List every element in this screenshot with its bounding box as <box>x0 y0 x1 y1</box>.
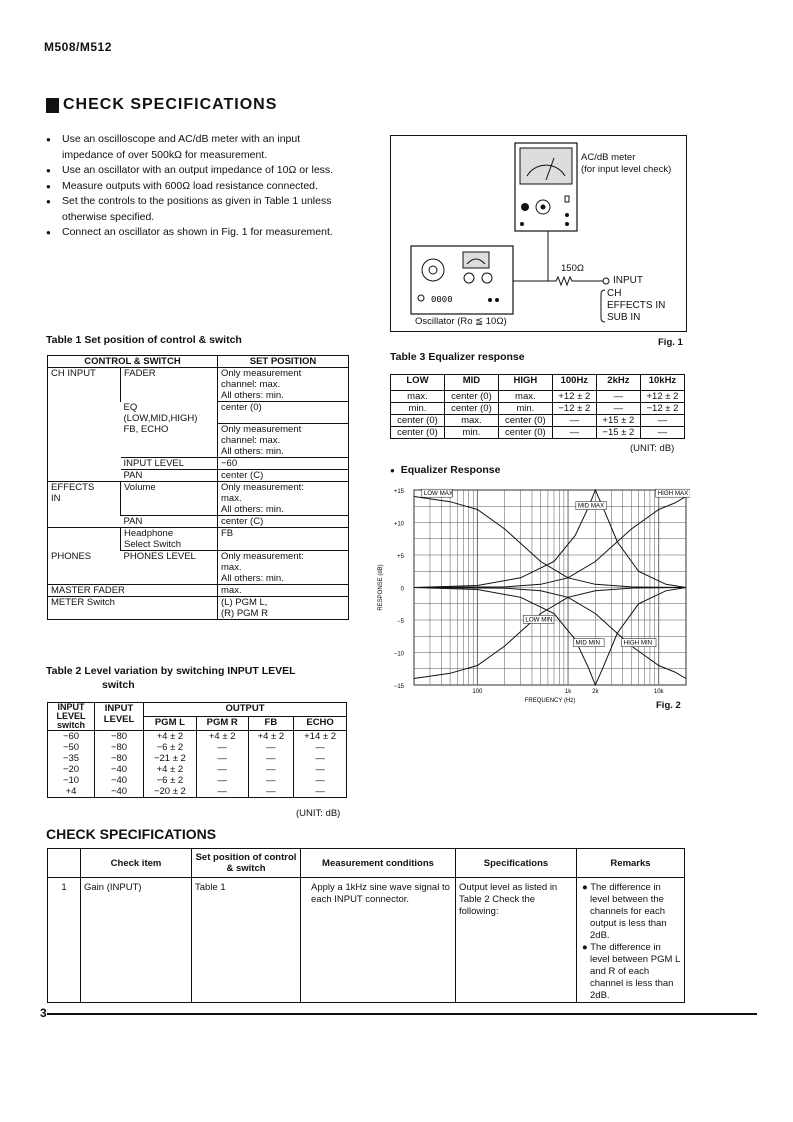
t1-meter-pos <box>218 597 349 620</box>
t3-h: HIGH <box>498 375 552 391</box>
t1-fb-echo: FB, ECHO <box>123 423 169 435</box>
y-tick-label: +5 <box>397 554 404 560</box>
x-tick-label: 2k <box>592 689 599 695</box>
t2-cell: — <box>294 742 347 753</box>
t1-text: IN <box>51 493 61 504</box>
y-tick-label: −10 <box>393 651 404 658</box>
section-title: CHECK SPECIFICATIONS <box>46 826 217 842</box>
t3-cell: +15 ± 2 <box>596 415 640 427</box>
document-header: M508/M512 <box>44 40 112 54</box>
t1-eq-pos: center (0) <box>218 402 349 424</box>
title-square-icon <box>46 98 59 113</box>
instruction-list <box>46 132 348 241</box>
t1-phones-level: PHONES LEVEL <box>121 551 218 585</box>
page-title <box>46 96 277 114</box>
t1-headphone <box>121 528 218 551</box>
t2-cell: −80 <box>95 731 144 743</box>
t1-fb-pos <box>218 424 349 458</box>
t2-cell: −40 <box>95 775 144 786</box>
t2-cell: — <box>196 786 248 798</box>
table1-header-position: SET POSITION <box>218 356 349 368</box>
t2-cell: — <box>294 753 347 764</box>
t3-cell: center (0) <box>391 415 445 427</box>
t2-cell: −6 ± 2 <box>144 775 197 786</box>
t2-cell: — <box>248 775 294 786</box>
eq-chart <box>370 484 690 709</box>
x-axis-label: FREQUENCY (Hz) <box>524 698 576 704</box>
t2-cell: — <box>248 753 294 764</box>
table2-unit: (UNIT: dB) <box>296 808 341 819</box>
footer-rule <box>47 1013 757 1015</box>
t2-h-echo: ECHO <box>294 717 347 731</box>
t3-cell: −12 ± 2 <box>552 403 596 415</box>
t2-cell: — <box>196 753 248 764</box>
t2-cell: — <box>196 764 248 775</box>
t4-h-cond: Measurement conditions <box>301 849 456 878</box>
curve-label: LOW MAX <box>423 490 454 498</box>
t3-cell: center (0) <box>498 415 552 427</box>
t3-cell: +12 ± 2 <box>640 391 684 403</box>
curve-label: HIGH MIN <box>623 639 653 647</box>
bullet-icon: ● <box>390 466 395 475</box>
osc-knob-icon <box>464 273 474 283</box>
t3-cell: center (0) <box>391 427 445 439</box>
t1-text: (LOW,MID,HIGH) <box>123 412 198 424</box>
table2-caption <box>46 664 296 692</box>
t1-text: All others: min. <box>221 390 284 401</box>
t3-cell: +12 ± 2 <box>552 391 596 403</box>
t3-h: 100Hz <box>552 375 596 391</box>
t4-h-remarks: Remarks <box>577 849 685 878</box>
t4-h-no <box>48 849 81 878</box>
t3-cell: −12 ± 2 <box>640 403 684 415</box>
t4-remarks <box>577 878 685 1003</box>
t1-text: All others: min. <box>221 446 284 457</box>
t3-cell: min. <box>498 403 552 415</box>
t2-cell: −21 ± 2 <box>144 753 197 764</box>
t3-cell: — <box>640 427 684 439</box>
t3-h: 2kHz <box>596 375 640 391</box>
t2-h-text: switch <box>56 720 85 730</box>
meter-switch-icon <box>565 196 569 202</box>
t2-cell: −80 <box>95 742 144 753</box>
fig2-label: Fig. 2 <box>656 700 681 711</box>
curve-high-max <box>414 497 686 588</box>
t3-body <box>391 391 685 439</box>
t4-remark: ● The difference in level between PGM L and R of each channel is less than 2dB. <box>582 942 680 1001</box>
t1-text: Only measurement: <box>221 551 304 562</box>
y-tick-label: 0 <box>400 586 404 593</box>
t3-cell: max. <box>444 415 498 427</box>
t1-pan-pos: center (C) <box>218 470 349 482</box>
x-tick-label: 1k <box>564 689 572 695</box>
t2-cell: −80 <box>95 753 144 764</box>
t4-item: Gain (INPUT) <box>81 878 192 1003</box>
t1-meter: METER Switch <box>48 597 218 620</box>
t1-pan2: PAN <box>121 516 218 528</box>
ch-labels <box>607 288 665 324</box>
t1-text: max. <box>221 493 242 504</box>
t1-text: (L) PGM L, <box>221 597 268 608</box>
t1-text: EFFECTS <box>51 482 95 493</box>
t2-cell: −60 <box>48 731 95 743</box>
t2-row <box>48 786 347 798</box>
t3-h: MID <box>444 375 498 391</box>
t2-cell: — <box>248 764 294 775</box>
t1-text: Only measurement: <box>221 482 304 493</box>
t2-cell: — <box>294 764 347 775</box>
t2-row <box>48 742 347 753</box>
table1 <box>47 355 349 620</box>
osc-dial-icon <box>422 259 444 281</box>
table3-caption: Table 3 Equalizer response <box>390 351 525 363</box>
t3-h: 10kHz <box>640 375 684 391</box>
table2 <box>47 702 347 798</box>
t2-cell: +4 ± 2 <box>144 764 197 775</box>
table2-caption-line: Table 2 Level variation by switching INPUT LEVEL <box>46 665 296 677</box>
meter-terminal <box>565 213 569 217</box>
t3-cell: min. <box>444 427 498 439</box>
t2-cell: +4 <box>48 786 95 798</box>
ch-label: CH <box>607 288 622 299</box>
y-tick-label: −5 <box>397 619 404 625</box>
t2-cell: +14 ± 2 <box>294 731 347 743</box>
t1-master-pos: max. <box>218 585 349 597</box>
page-number: 3 <box>40 1006 47 1020</box>
input-terminal-icon <box>603 278 609 284</box>
t2-row <box>48 753 347 764</box>
t2-h-text: INPUT <box>104 703 134 714</box>
osc-display <box>463 252 489 268</box>
t2-body <box>48 731 347 798</box>
t1-input-level-pos: −60 <box>218 458 349 470</box>
t1-text: channel: max. <box>221 379 281 390</box>
t3-row <box>391 415 685 427</box>
t2-cell: — <box>196 775 248 786</box>
t3-cell: — <box>552 427 596 439</box>
instruction-item: ● Connect an oscillator as shown in Fig. 1 for measurement. <box>46 225 348 241</box>
t1-pan2-pos: center (C) <box>218 516 349 528</box>
meter-terminal <box>565 222 569 226</box>
t3-cell: — <box>552 415 596 427</box>
t4-no: 1 <box>61 882 67 893</box>
t1-text: Only measurement <box>221 424 302 435</box>
t2-cell: +4 ± 2 <box>196 731 248 743</box>
y-axis-label: RESPONSE (dB) <box>378 564 384 611</box>
t1-text: channel: max. <box>221 435 281 446</box>
t1-text: Select Switch <box>124 539 182 550</box>
t2-cell: −20 <box>48 764 95 775</box>
curve-label: HIGH MAX <box>657 490 689 498</box>
t4-spec: Output level as listed in Table 2 Check the following: <box>456 878 577 1003</box>
osc-terminal <box>488 298 492 302</box>
ch-label: SUB IN <box>607 312 641 323</box>
meter-label-line: (for input level check) <box>581 164 672 175</box>
t2-row <box>48 764 347 775</box>
t3-cell: — <box>640 415 684 427</box>
t2-cell: — <box>248 786 294 798</box>
oscillator-label: Oscillator (Ro ≦ 10Ω) <box>415 316 507 327</box>
t2-h-switch <box>48 703 95 731</box>
oscillator-body <box>411 246 513 314</box>
t3-cell: center (0) <box>444 391 498 403</box>
osc-digits: 0000 <box>431 295 453 305</box>
fig1-diagram <box>390 135 687 332</box>
t2-h-output: OUTPUT <box>144 703 347 717</box>
t1-text: Only measurement <box>221 368 302 379</box>
t2-cell: +4 ± 2 <box>248 731 294 743</box>
t3-row <box>391 391 685 403</box>
t2-cell: −10 <box>48 775 95 786</box>
t3-cell: center (0) <box>498 427 552 439</box>
t3-cell: max. <box>391 391 445 403</box>
t2-h-level <box>95 703 144 731</box>
osc-dial-center <box>429 266 437 274</box>
eq-chart-title-text: Equalizer Response <box>400 464 501 476</box>
curve-label: MID MAX <box>577 502 605 510</box>
t2-cell: — <box>196 742 248 753</box>
t3-cell: center (0) <box>444 403 498 415</box>
t3-row <box>391 403 685 415</box>
resistor-symbol <box>551 277 603 285</box>
table1-caption: Table 1 Set position of control & switch <box>46 334 242 346</box>
t2-cell: −20 ± 2 <box>144 786 197 798</box>
t2-cell: −40 <box>95 786 144 798</box>
t2-h-text: LEVEL <box>103 714 135 725</box>
input-label: INPUT <box>613 275 643 286</box>
t3-row <box>391 427 685 439</box>
curve-label: MID MIN <box>575 639 600 647</box>
instruction-item: ● Set the controls to the positions as given in Table 1 unless otherwise specified. <box>46 194 348 225</box>
check-spec-table <box>47 848 685 1003</box>
x-tick-label: 100 <box>472 689 483 695</box>
t1-phones-level-pos <box>218 551 349 585</box>
curve-label: LOW MIN <box>525 616 553 624</box>
curve-low-max <box>414 497 686 588</box>
t1-input-level: INPUT LEVEL <box>121 458 218 470</box>
t4-h-spec: Specifications <box>456 849 577 878</box>
t1-fader: FADER <box>121 368 218 402</box>
t2-h-pgml: PGM L <box>144 717 197 731</box>
t2-cell: — <box>294 775 347 786</box>
t2-cell: — <box>294 786 347 798</box>
y-tick-label: +15 <box>393 489 404 495</box>
t2-cell: −35 <box>48 753 95 764</box>
t3-h: LOW <box>391 375 445 391</box>
eq-chart-title <box>390 464 500 476</box>
table2-caption-line: switch <box>102 679 135 691</box>
instruction-item: ● Use an oscilloscope and AC/dB meter with an input impedance of over 500kΩ for measurement. <box>46 132 348 163</box>
t2-cell: −40 <box>95 764 144 775</box>
osc-terminal <box>495 298 499 302</box>
table3 <box>390 374 685 439</box>
t1-headphone-pos: FB <box>218 528 349 551</box>
table3-unit: (UNIT: dB) <box>630 443 675 454</box>
bracket-symbol <box>601 290 605 322</box>
t2-cell: +4 ± 2 <box>144 731 197 743</box>
instruction-item: ● Measure outputs with 600Ω load resistance connected. <box>46 179 348 195</box>
page-title-text: CHECK SPECIFICATIONS <box>63 96 278 113</box>
t4-remark-text: The difference in level between PGM L and R of each channel is less than 2dB. <box>590 942 680 1001</box>
t4-set: Table 1 <box>192 878 301 1003</box>
t2-cell: −50 <box>48 742 95 753</box>
t3-cell: min. <box>391 403 445 415</box>
meter-knob-icon <box>521 203 529 211</box>
t2-cell: −6 ± 2 <box>144 742 197 753</box>
t1-phones: PHONES <box>48 528 121 585</box>
t2-row <box>48 731 347 743</box>
instruction-item: ● Use an oscillator with an output impedance of 10Ω or less. <box>46 163 348 179</box>
fig1-label: Fig. 1 <box>658 337 683 348</box>
t4-remark: ● The difference in level between the channels for each output is less than 2dB. <box>582 882 667 941</box>
table1-header-control: CONTROL & SWITCH <box>48 356 218 368</box>
t2-h-fb: FB <box>248 717 294 731</box>
osc-power-icon <box>418 295 424 301</box>
meter-label <box>581 152 671 176</box>
t2-cell: — <box>248 742 294 753</box>
t3-cell: −15 ± 2 <box>596 427 640 439</box>
t1-pan: PAN <box>121 470 218 482</box>
t1-text: EQ <box>123 401 138 413</box>
t3-cell: max. <box>498 391 552 403</box>
t1-volume: Volume <box>121 482 218 516</box>
meter-terminal <box>520 222 524 226</box>
x-tick-label: 10k <box>653 689 664 695</box>
t1-effects-in <box>48 482 121 528</box>
y-tick-label: −15 <box>393 684 404 690</box>
t1-text: All others: min. <box>221 504 284 515</box>
y-tick-label: +10 <box>393 521 404 528</box>
t1-text: (R) PGM R <box>221 608 268 619</box>
ch-label: EFFECTS IN <box>607 300 666 311</box>
t1-master: MASTER FADER <box>48 585 218 597</box>
t1-volume-pos <box>218 482 349 516</box>
t2-h-text: LEVEL <box>56 711 86 721</box>
t1-ch-input: CH INPUT <box>51 368 96 379</box>
t1-text: max. <box>221 562 242 573</box>
resistor-label: 150Ω <box>561 263 584 274</box>
meter-label-line: AC/dB meter <box>581 152 636 163</box>
t3-cell: — <box>596 391 640 403</box>
t2-h-pgmr: PGM R <box>196 717 248 731</box>
t1-eq <box>121 402 218 424</box>
t1-fader-pos <box>218 368 349 402</box>
t4-remark-text: The difference in level between the channels for each output is less than 2dB. <box>590 882 667 941</box>
t3-cell: — <box>596 403 640 415</box>
t2-h-text: INPUT <box>57 702 85 712</box>
t4-h-item: Check item <box>81 849 192 878</box>
t1-text: All others: min. <box>221 573 284 584</box>
t4-h-set: Set position of control & switch <box>192 849 301 878</box>
t4-cond: Apply a 1kHz sine wave signal to each INPUT connector. <box>301 878 456 1003</box>
t2-row <box>48 775 347 786</box>
osc-knob-icon <box>482 273 492 283</box>
t1-text: Headphone <box>124 528 174 539</box>
meter-dial-center <box>541 205 546 210</box>
